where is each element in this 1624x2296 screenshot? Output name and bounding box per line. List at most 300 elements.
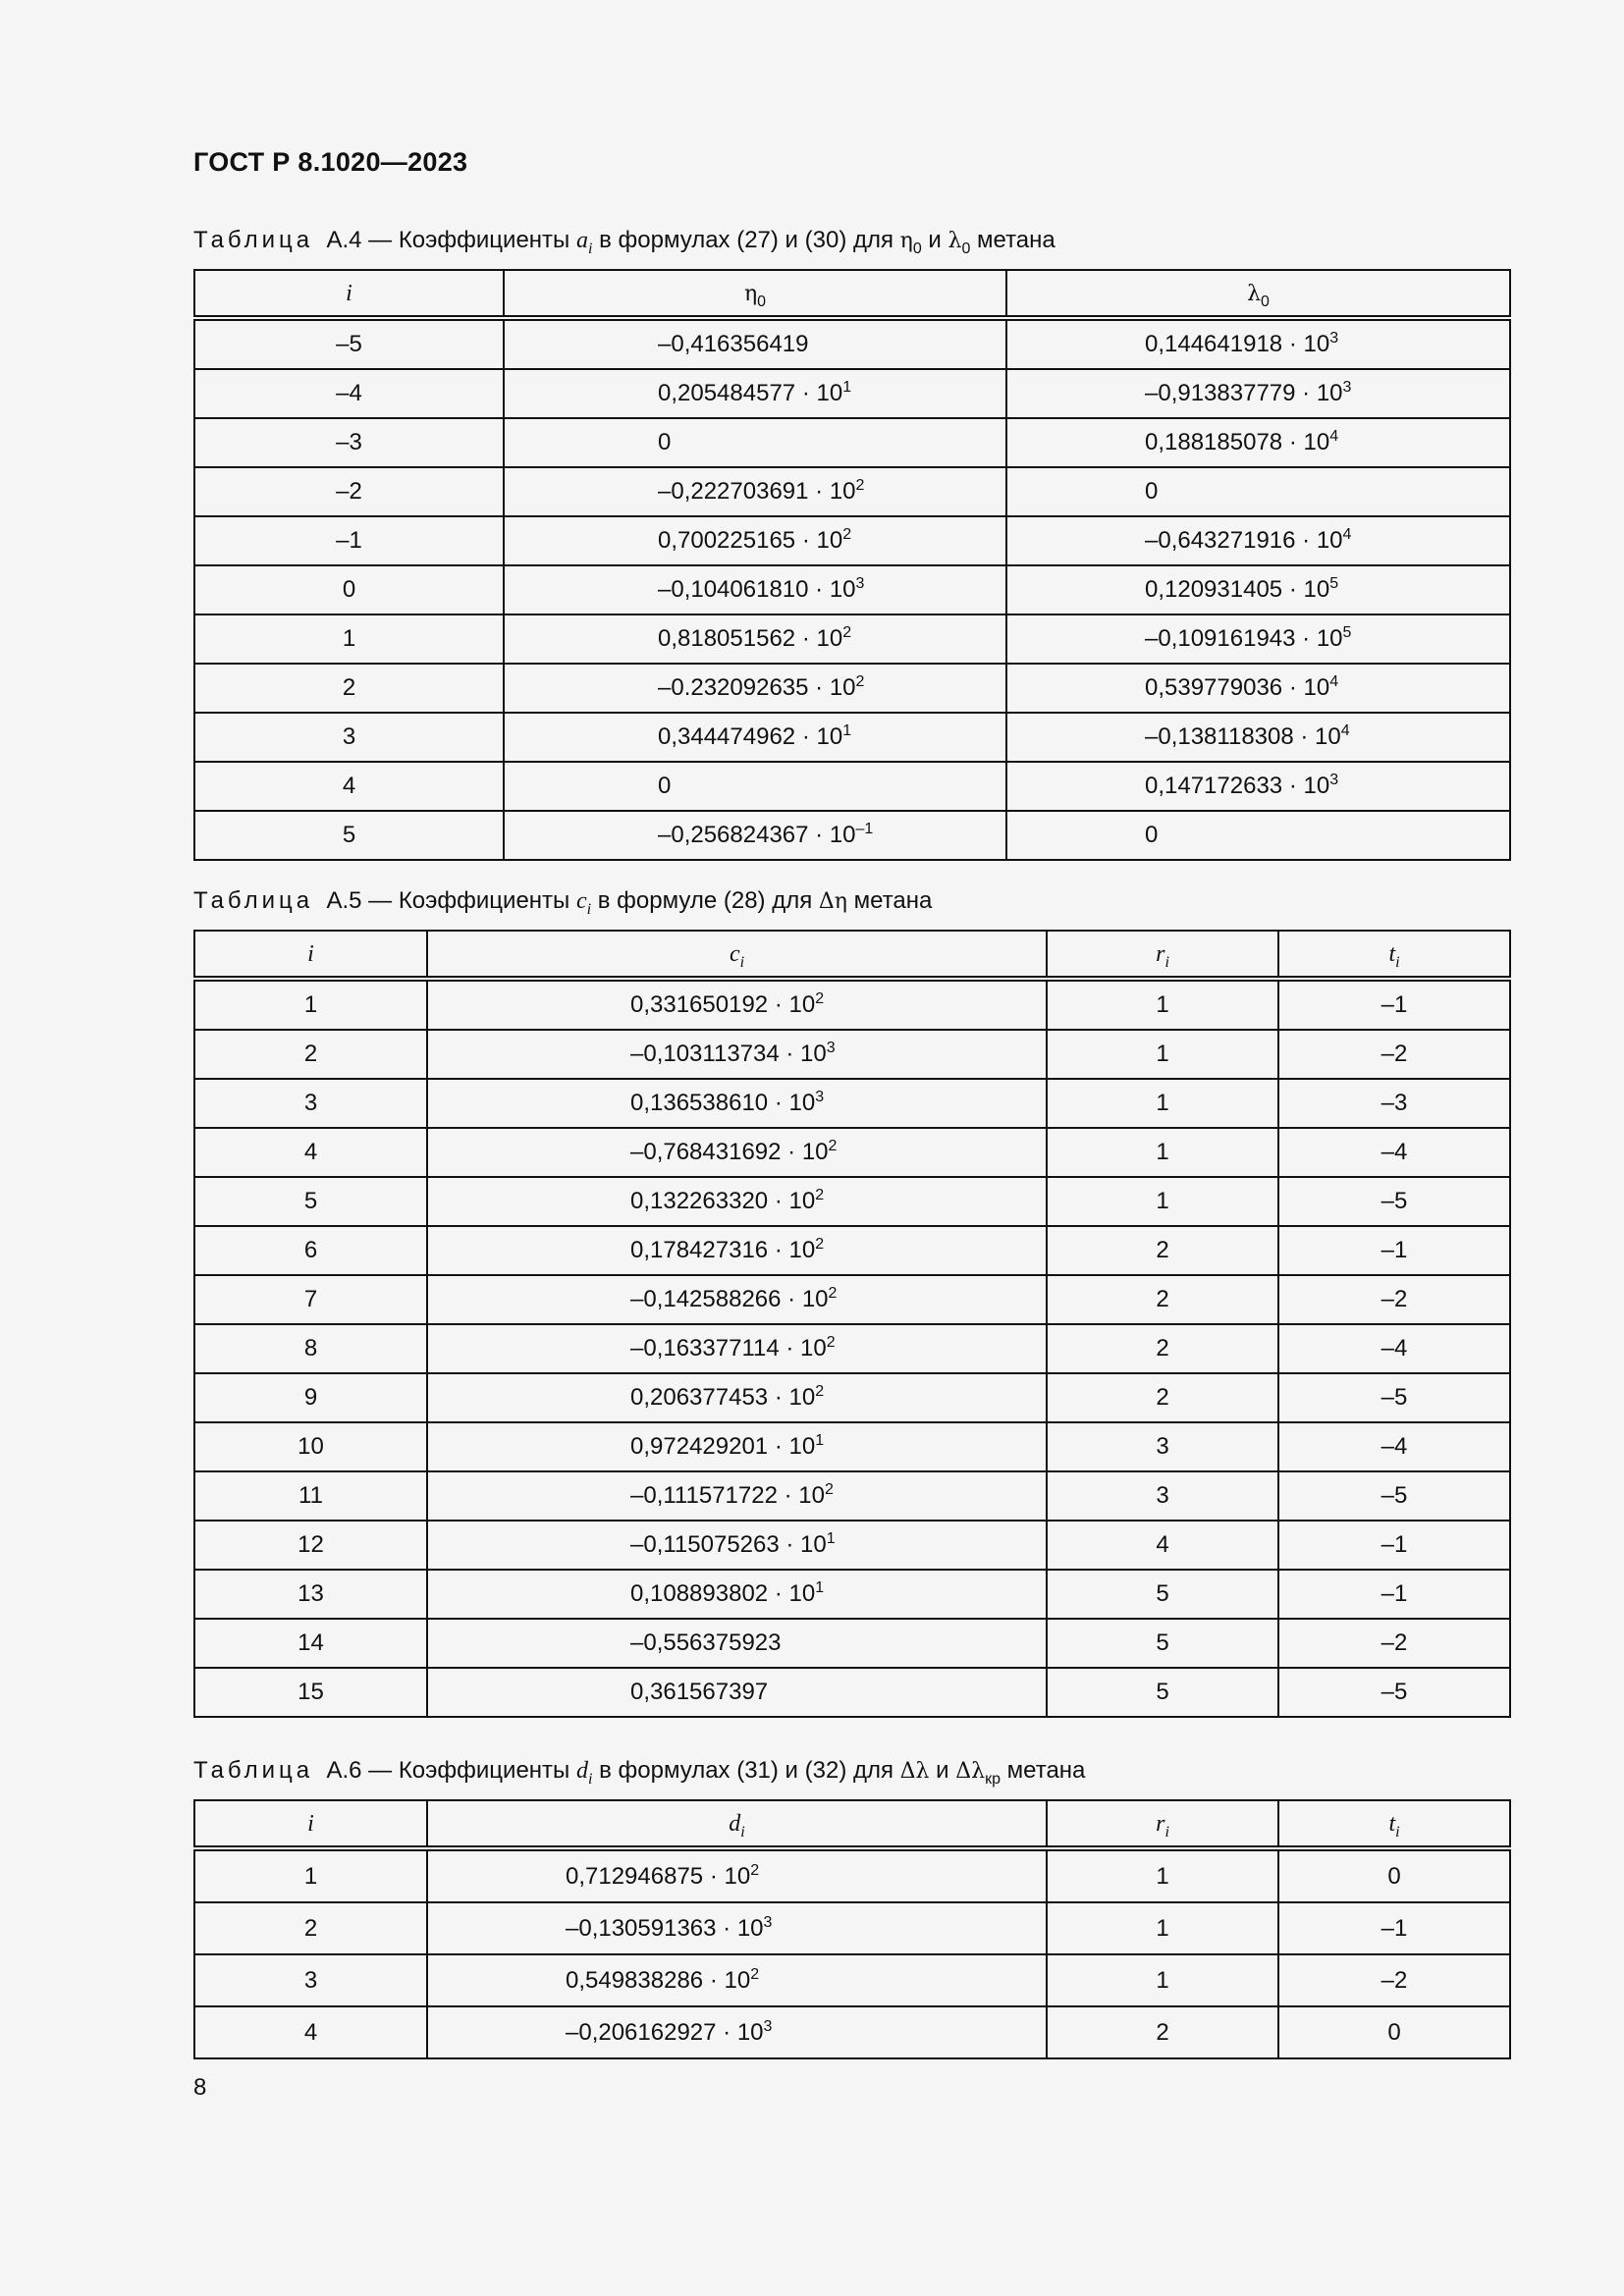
- table-cell: [194, 979, 427, 1030]
- table-row: [194, 1226, 1510, 1275]
- caption-number: А.5: [326, 887, 362, 914]
- table-cell: [1047, 1954, 1278, 2006]
- cell-value: 3: [303, 1966, 318, 1994]
- cell-value: 10: [298, 1433, 324, 1460]
- column-header-ti: $t_i$: [1278, 931, 1510, 979]
- table-cell: [194, 1079, 427, 1128]
- cell-mantissa: 0: [658, 429, 672, 455]
- cell-mantissa: 0,132263320: [630, 1188, 769, 1214]
- table-cell: [194, 516, 504, 565]
- table-row: [194, 2006, 1510, 2058]
- cell-mantissa: –0,142588266: [630, 1286, 782, 1312]
- table-cell: [427, 2006, 1047, 2058]
- table-cell: [1047, 1079, 1278, 1128]
- table-cell: [427, 1619, 1047, 1668]
- table-cell: [504, 664, 1006, 713]
- cell-value: 5: [303, 1188, 318, 1214]
- table-header-row: [194, 270, 1510, 318]
- table-cell: [194, 1030, 427, 1079]
- cell-exponent: 2: [824, 1481, 834, 1498]
- cell-value: –1: [1380, 1914, 1408, 1942]
- table-cell: [504, 713, 1006, 762]
- cell-multiplier: · 10: [768, 1384, 816, 1411]
- cell-mantissa: –0,222703691: [658, 478, 809, 505]
- table-cell: [1278, 1128, 1510, 1177]
- cell-exponent: 3: [763, 1913, 773, 1931]
- cell-exponent: 3: [815, 1089, 825, 1105]
- cell-multiplier: · 10: [1282, 674, 1330, 701]
- table-cell: [1006, 614, 1510, 664]
- table-cell: [1047, 1619, 1278, 1668]
- cell-exponent: 2: [842, 624, 852, 641]
- table-cell: [1278, 1324, 1510, 1373]
- cell-exponent: 2: [826, 1334, 836, 1351]
- cell-value: 6: [303, 1237, 318, 1263]
- cell-exponent: 2: [815, 1236, 825, 1253]
- cell-value: –5: [1380, 1188, 1408, 1214]
- cell-value: 8: [303, 1335, 318, 1362]
- cell-value: 13: [298, 1580, 324, 1607]
- cell-value: –4: [1380, 1139, 1408, 1165]
- cell-mantissa: –0.232092635: [658, 674, 809, 701]
- table-row: [194, 418, 1510, 467]
- cell-value: –2: [1380, 1966, 1408, 1994]
- table-cell: [1047, 1848, 1278, 1902]
- cell-value: 5: [1156, 1679, 1169, 1705]
- cell-mantissa: –0,913837779: [1145, 380, 1296, 406]
- table-cell: [504, 318, 1006, 369]
- cell-value: –2: [336, 478, 362, 505]
- table-row: [194, 1668, 1510, 1717]
- table-row: [194, 1954, 1510, 2006]
- cell-mantissa: 0,108893802: [630, 1580, 769, 1607]
- cell-mantissa: –0,109161943: [1145, 625, 1296, 652]
- cell-value: 1: [342, 625, 356, 652]
- table-cell: [427, 1373, 1047, 1422]
- cell-exponent: 2: [815, 990, 825, 1007]
- cell-multiplier: · 10: [808, 478, 856, 505]
- cell-value: –1: [1380, 1580, 1408, 1607]
- table-cell: [427, 1030, 1047, 1079]
- table-cell: [1047, 1471, 1278, 1521]
- cell-value: 1: [1156, 1862, 1169, 1890]
- table-row: [194, 1570, 1510, 1619]
- table-cell: [1047, 2006, 1278, 2058]
- cell-mantissa: 0,120931405: [1145, 576, 1283, 603]
- cell-exponent: –1: [855, 821, 874, 837]
- table-cell: [1006, 418, 1510, 467]
- table-cell: [194, 1177, 427, 1226]
- caption-symbol: c: [575, 888, 587, 914]
- table-cell: [1278, 1848, 1510, 1902]
- table-row: [194, 713, 1510, 762]
- table-cell: [1047, 1128, 1278, 1177]
- table-cell: [1006, 516, 1510, 565]
- cell-multiplier: · 10: [768, 1237, 816, 1263]
- table-row: [194, 614, 1510, 664]
- table-cell: [194, 318, 504, 369]
- table-cell: [1006, 318, 1510, 369]
- table-cell: [427, 1128, 1047, 1177]
- column-header-i: i: [194, 1800, 427, 1848]
- table-cell: [194, 1848, 427, 1902]
- cell-value: 4: [342, 773, 356, 799]
- caption-label: Таблица: [193, 887, 314, 914]
- cell-value: 3: [342, 723, 356, 750]
- cell-value: –1: [1380, 1531, 1408, 1558]
- cell-multiplier: · 10: [1282, 773, 1330, 799]
- cell-value: 3: [1156, 1433, 1169, 1460]
- table-cell: [1278, 1570, 1510, 1619]
- column-header-di: $d_i$: [427, 1800, 1047, 1848]
- table-cell: [504, 516, 1006, 565]
- table-row: [194, 1902, 1510, 1954]
- table-row: [194, 811, 1510, 860]
- column-header-ti: $t_i$: [1278, 1800, 1510, 1848]
- cell-value: –4: [1380, 1433, 1408, 1460]
- cell-mantissa: 0,144641918: [1145, 331, 1283, 357]
- table-cell: [1047, 1373, 1278, 1422]
- cell-exponent: 2: [815, 1187, 825, 1203]
- table-cell: [1278, 1954, 1510, 2006]
- cell-mantissa: –0,556375923: [630, 1629, 782, 1656]
- table-cell: [427, 1079, 1047, 1128]
- cell-value: 5: [342, 822, 356, 848]
- caption-symbol: a: [575, 228, 588, 253]
- column-header-i: i: [194, 931, 427, 979]
- cell-multiplier: · 10: [779, 1041, 827, 1067]
- cell-exponent: 1: [815, 1579, 825, 1596]
- cell-value: 2: [1156, 2018, 1169, 2046]
- table-cell: [1278, 1177, 1510, 1226]
- table-cell: [1278, 1619, 1510, 1668]
- cell-mantissa: 0,147172633: [1145, 773, 1283, 799]
- column-header-lambda0: $\lambda_0$: [1006, 270, 1510, 318]
- cell-exponent: 2: [855, 673, 865, 690]
- table-cell: [194, 1471, 427, 1521]
- table-cell: [1278, 1373, 1510, 1422]
- table-cell: [1047, 1668, 1278, 1717]
- cell-exponent: 4: [1342, 526, 1352, 543]
- table-cell: [427, 1275, 1047, 1324]
- cell-value: 0: [1387, 1862, 1401, 1890]
- cell-multiplier: · 10: [808, 674, 856, 701]
- cell-multiplier: · 10: [1282, 331, 1330, 357]
- cell-value: 2: [303, 1041, 318, 1067]
- cell-exponent: 3: [855, 575, 865, 592]
- caption-param-delta-lambda: Δλ: [899, 1759, 930, 1784]
- cell-value: –5: [336, 331, 362, 357]
- table-cell: [194, 1668, 427, 1717]
- table-cell: [194, 1902, 427, 1954]
- table-cell: [1006, 713, 1510, 762]
- table-row: [194, 1324, 1510, 1373]
- table-cell: [1006, 762, 1510, 811]
- cell-value: 3: [303, 1090, 318, 1116]
- table-cell: [427, 1668, 1047, 1717]
- table-cell: [1006, 811, 1510, 860]
- cell-value: 1: [1156, 991, 1169, 1018]
- table-cell: [194, 1324, 427, 1373]
- table-cell: [194, 811, 504, 860]
- table-cell: [194, 713, 504, 762]
- table-row: [194, 565, 1510, 614]
- cell-value: 1: [1156, 1090, 1169, 1116]
- document-header: ГОСТ Р 8.1020—2023: [193, 147, 468, 177]
- cell-value: 4: [1156, 1531, 1169, 1558]
- table-cell: [1047, 1422, 1278, 1471]
- cell-multiplier: · 10: [779, 1531, 827, 1558]
- table-a4: [193, 269, 1511, 861]
- table-row: [194, 1521, 1510, 1570]
- cell-mantissa: 0,136538610: [630, 1090, 769, 1116]
- cell-value: 3: [1156, 1482, 1169, 1509]
- caption-param-lambda: λ: [947, 229, 962, 253]
- table-cell: [194, 1954, 427, 2006]
- cell-value: 4: [303, 2018, 318, 2046]
- cell-multiplier: · 10: [781, 1139, 829, 1165]
- cell-mantissa: 0,361567397: [630, 1679, 769, 1705]
- table-cell: [427, 979, 1047, 1030]
- table-cell: [1278, 1079, 1510, 1128]
- cell-multiplier: · 10: [703, 1862, 751, 1890]
- caption-label: Таблица: [193, 227, 314, 253]
- cell-value: –3: [1380, 1090, 1408, 1116]
- cell-multiplier: · 10: [716, 1914, 764, 1942]
- cell-mantissa: 0: [1145, 478, 1159, 505]
- table-cell: [427, 1177, 1047, 1226]
- cell-exponent: 2: [750, 1965, 760, 1983]
- cell-value: –5: [1380, 1384, 1408, 1411]
- table-cell: [194, 1521, 427, 1570]
- caption-number: А.6: [326, 1757, 362, 1784]
- cell-value: 2: [1156, 1335, 1169, 1362]
- cell-value: 0: [342, 576, 356, 603]
- cell-mantissa: –0,138118308: [1145, 723, 1294, 750]
- table-cell: [1047, 1275, 1278, 1324]
- cell-multiplier: · 10: [795, 527, 843, 554]
- cell-value: –5: [1380, 1679, 1408, 1705]
- table-row: [194, 1848, 1510, 1902]
- cell-multiplier: · 10: [1293, 723, 1341, 750]
- table-cell: [194, 369, 504, 418]
- table-row: [194, 664, 1510, 713]
- column-header-i: i: [194, 270, 504, 318]
- table-cell: [194, 467, 504, 516]
- cell-mantissa: 0,206377453: [630, 1384, 769, 1411]
- cell-mantissa: –0,163377114: [630, 1335, 780, 1362]
- table-row: [194, 1030, 1510, 1079]
- table-row: [194, 979, 1510, 1030]
- cell-exponent: 2: [750, 1861, 760, 1879]
- column-header-ri: $r_i$: [1047, 1800, 1278, 1848]
- cell-exponent: 3: [826, 1040, 836, 1056]
- table-row: [194, 762, 1510, 811]
- cell-value: 1: [1156, 1188, 1169, 1214]
- cell-value: 2: [1156, 1237, 1169, 1263]
- cell-value: 15: [298, 1679, 324, 1705]
- table-cell: [1278, 1275, 1510, 1324]
- table-cell: [1278, 1422, 1510, 1471]
- table-cell: [504, 467, 1006, 516]
- cell-mantissa: –0,111571722: [630, 1482, 778, 1509]
- cell-exponent: 5: [1329, 575, 1339, 592]
- table-header-row: [194, 931, 1510, 979]
- caption-param-eta: η: [899, 229, 913, 253]
- table-cell: [194, 565, 504, 614]
- table-cell: [1006, 369, 1510, 418]
- cell-exponent: 3: [1329, 772, 1339, 788]
- table-cell: [194, 1570, 427, 1619]
- table-cell: [1006, 467, 1510, 516]
- table-cell: [504, 418, 1006, 467]
- table-cell: [194, 2006, 427, 2058]
- cell-multiplier: · 10: [795, 380, 843, 406]
- table-a4-caption: Таблица А.4 — Коэффициенты $a_i$ в формулах (27) и (30) для $\eta_0$ и $\lambda_0$ метана: [193, 227, 1056, 257]
- cell-mantissa: –0,115075263: [630, 1531, 780, 1558]
- table-cell: [427, 1471, 1047, 1521]
- cell-exponent: 4: [1329, 428, 1339, 445]
- cell-value: –1: [1380, 991, 1408, 1018]
- cell-mantissa: 0: [658, 773, 672, 799]
- table-row: [194, 1422, 1510, 1471]
- cell-multiplier: · 10: [1295, 625, 1343, 652]
- cell-value: 7: [303, 1286, 318, 1312]
- cell-multiplier: · 10: [703, 1966, 751, 1994]
- cell-value: 2: [303, 1914, 318, 1942]
- cell-exponent: 3: [763, 2017, 773, 2035]
- cell-value: –1: [1380, 1237, 1408, 1263]
- table-cell: [194, 1422, 427, 1471]
- table-header-row: [194, 1800, 1510, 1848]
- cell-exponent: 1: [842, 722, 852, 739]
- cell-multiplier: · 10: [781, 1286, 829, 1312]
- cell-multiplier: · 10: [777, 1482, 825, 1509]
- table-cell: [194, 1373, 427, 1422]
- table-cell: [1047, 979, 1278, 1030]
- cell-multiplier: · 10: [1282, 429, 1330, 455]
- cell-multiplier: · 10: [768, 1580, 816, 1607]
- cell-multiplier: · 10: [768, 991, 816, 1018]
- table-row: [194, 1619, 1510, 1668]
- table-cell: [1047, 1177, 1278, 1226]
- cell-value: 5: [1156, 1629, 1169, 1656]
- table-cell: [427, 1521, 1047, 1570]
- cell-mantissa: 0,205484577: [658, 380, 796, 406]
- table-a6-caption: Таблица А.6 — Коэффициенты $d_i$ в формулах (31) и (32) для Δλ и $\Delta\lambda_{кр}$ метана: [193, 1757, 1086, 1788]
- table-cell: [1006, 565, 1510, 614]
- table-cell: [1047, 1521, 1278, 1570]
- cell-value: 1: [303, 1862, 318, 1890]
- cell-value: –2: [1380, 1629, 1408, 1656]
- table-cell: [1047, 1030, 1278, 1079]
- table-row: [194, 318, 1510, 369]
- cell-value: 1: [1156, 1041, 1169, 1067]
- column-header-ri: $r_i$: [1047, 931, 1278, 979]
- table-cell: [194, 418, 504, 467]
- table-row: [194, 1079, 1510, 1128]
- cell-mantissa: 0: [1145, 822, 1159, 848]
- cell-multiplier: · 10: [808, 822, 856, 848]
- table-cell: [427, 1570, 1047, 1619]
- cell-value: 12: [298, 1531, 324, 1558]
- page-number: 8: [193, 2074, 207, 2101]
- table-row: [194, 1471, 1510, 1521]
- cell-value: 2: [1156, 1286, 1169, 1312]
- cell-value: 2: [342, 674, 356, 701]
- table-row: [194, 516, 1510, 565]
- table-cell: [1278, 1521, 1510, 1570]
- cell-mantissa: 0,188185078: [1145, 429, 1283, 455]
- table-row: [194, 1275, 1510, 1324]
- table-cell: [504, 369, 1006, 418]
- cell-exponent: 2: [815, 1383, 825, 1400]
- cell-exponent: 4: [1329, 673, 1339, 690]
- cell-exponent: 5: [1342, 624, 1352, 641]
- table-cell: [194, 664, 504, 713]
- cell-value: 0: [1387, 2018, 1401, 2046]
- table-row: [194, 1177, 1510, 1226]
- cell-exponent: 3: [1342, 379, 1352, 396]
- cell-value: –4: [336, 380, 362, 406]
- cell-mantissa: 0,700225165: [658, 527, 796, 554]
- cell-multiplier: · 10: [768, 1090, 816, 1116]
- cell-value: –3: [336, 429, 362, 455]
- cell-mantissa: –0,256824367: [658, 822, 809, 848]
- table-cell: [427, 1422, 1047, 1471]
- cell-exponent: 2: [828, 1285, 838, 1302]
- table-cell: [1278, 1226, 1510, 1275]
- cell-mantissa: 0,331650192: [630, 991, 769, 1018]
- cell-value: 1: [1156, 1914, 1169, 1942]
- table-row: [194, 1128, 1510, 1177]
- cell-mantissa: –0,416356419: [658, 331, 809, 357]
- table-a5-caption: Таблица А.5 — Коэффициенты $c_i$ в формуле (28) для Δη метана: [193, 887, 933, 918]
- table-cell: [504, 614, 1006, 664]
- cell-value: 1: [1156, 1966, 1169, 1994]
- cell-mantissa: –0,206162927: [566, 2018, 717, 2046]
- table-cell: [504, 811, 1006, 860]
- cell-value: 1: [303, 991, 318, 1018]
- cell-mantissa: 0,549838286: [566, 1966, 704, 1994]
- cell-mantissa: 0,818051562: [658, 625, 796, 652]
- table-row: [194, 467, 1510, 516]
- cell-multiplier: · 10: [1295, 527, 1343, 554]
- cell-value: 11: [298, 1482, 323, 1509]
- cell-mantissa: –0,130591363: [566, 1914, 717, 1942]
- cell-value: –2: [1380, 1286, 1408, 1312]
- cell-exponent: 1: [842, 379, 852, 396]
- cell-multiplier: · 10: [716, 2018, 764, 2046]
- table-cell: [1006, 664, 1510, 713]
- cell-mantissa: 0,178427316: [630, 1237, 769, 1263]
- table-a5: [193, 930, 1511, 1718]
- table-cell: [1047, 1902, 1278, 1954]
- cell-value: 9: [303, 1384, 318, 1411]
- table-cell: [427, 1848, 1047, 1902]
- cell-value: –1: [336, 527, 362, 554]
- caption-param-delta-eta: Δη: [818, 889, 847, 914]
- cell-multiplier: · 10: [1282, 576, 1330, 603]
- table-cell: [1278, 1902, 1510, 1954]
- cell-value: 14: [298, 1629, 324, 1656]
- caption-number: А.4: [326, 227, 362, 253]
- cell-multiplier: · 10: [779, 1335, 827, 1362]
- table-cell: [1047, 1324, 1278, 1373]
- cell-exponent: 1: [815, 1432, 825, 1449]
- table-cell: [194, 1226, 427, 1275]
- table-a6: [193, 1799, 1511, 2059]
